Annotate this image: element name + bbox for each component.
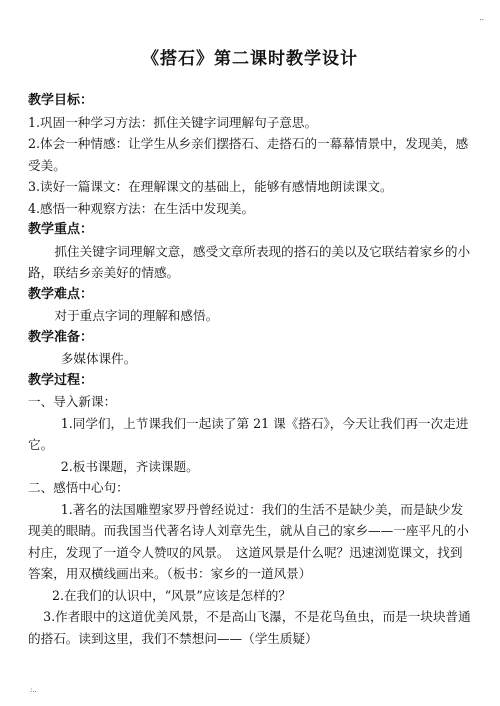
section-2-title: 二、感悟中心句： [28,480,129,495]
key-points-text: 抓住关键字词理解文意，感受文章所表现的搭石的美以及它联结着家乡的小路，联结乡亲美好的情感。 [28,243,471,280]
section-2-item-1: 1.著名的法国雕塑家罗丹曾经说过：我们的生活不是缺少美，而是缺少发现美的眼睛。而我国当代著名诗人刘章先生，就从自己的家乡——一座平凡的小村庄，发现了一道令人赞叹的风景。 这道风景是什么呢？迅速浏览课文，找到答案，用双横线画出来。（板书：家乡的一道风景） [28,501,469,581]
process-heading: 教学过程： [28,372,94,388]
preparation-heading: 教学准备： [28,329,94,345]
goal-item-1: 1.巩固一种学习方法：抓住关键字词理解句子意思。 [28,114,318,130]
goals-heading: 教学目标： [28,93,94,108]
section-1-title: 一、导入新课： [28,394,117,409]
difficulties-text: 对于重点字词的理解和感悟。 [54,308,219,323]
corner-mark-bottom: :.. [30,686,37,694]
preparation-text: 多媒体课件。 [60,351,137,366]
goal-item-4: 4.感悟一种观察方法：在生活中发现美。 [28,200,255,216]
document-body [28,48,472,649]
section-1-item-1: 1.同学们，上节课我们一起读了第 21 课《搭石》，今天让我们再一次走进它。 [28,415,469,452]
key-points-heading: 教学重点： [28,222,94,237]
section-1-item-2: 2.板书课题，齐读课题。 [60,458,199,474]
section-2-item-3: 3.作者眼中的这道优美风景，不是高山飞瀑，不是花鸟鱼虫，而是一块块普通的搭石。读到这里，我们不禁想问——（学生质疑） [28,609,471,646]
document-title: 《搭石》第二课时教学设计 [142,49,358,69]
goal-item-2: 2.体会一种情感：让学生从乡亲们摆搭石、走搭石的一幕幕情景中，发现美，感受美。 [28,136,469,173]
corner-mark-top: .. [479,14,484,22]
difficulties-heading: 教学难点： [28,286,94,302]
goal-item-3: 3.读好一篇课文：在理解课文的基础上，能够有感情地朗读课文。 [28,179,393,194]
section-2-item-2: 2.在我们的认识中，“风景”应该是怎样的？ [51,587,291,603]
